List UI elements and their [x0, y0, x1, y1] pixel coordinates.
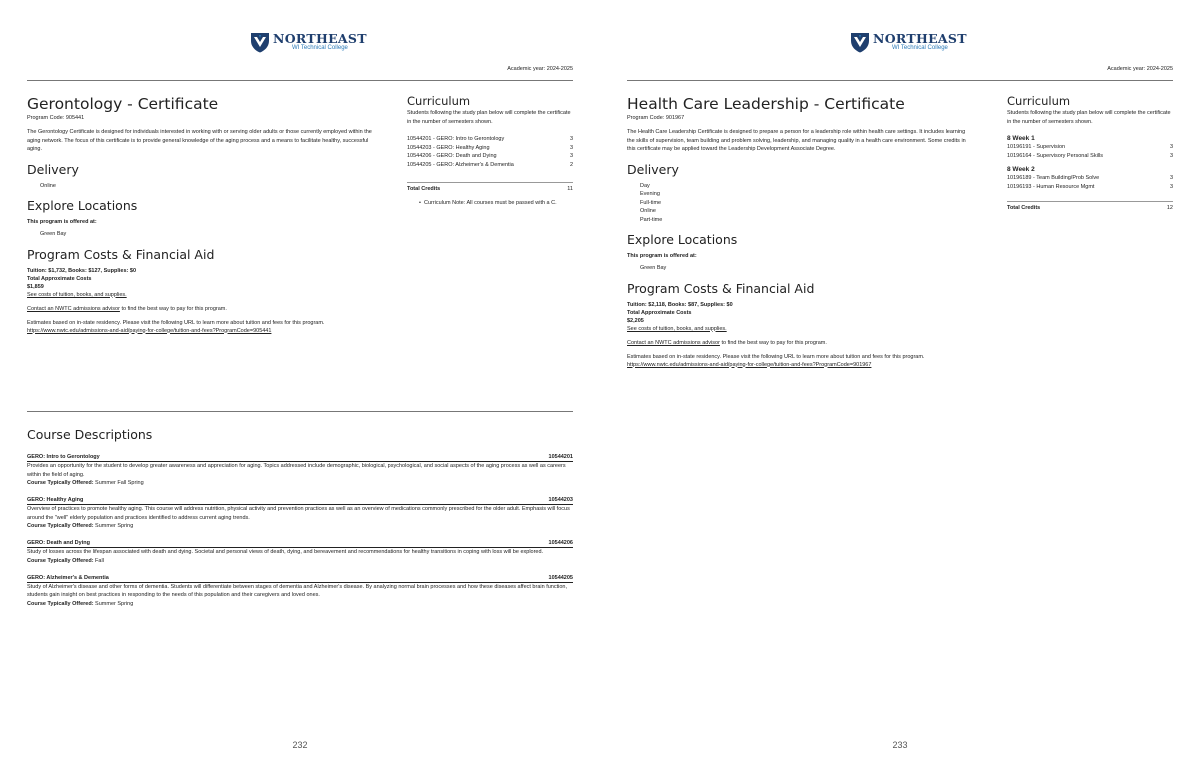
header-divider — [627, 80, 1173, 81]
curriculum-intro: Students following the study plan below will complete the certificate in the number of semesters shown. — [407, 110, 571, 125]
logo-subtitle: WI Technical College — [291, 44, 348, 51]
program-code: Program Code: 901967 — [627, 115, 685, 121]
curriculum-row — [407, 152, 573, 161]
total-credits-row — [1007, 201, 1173, 211]
delivery-item: Online — [640, 208, 656, 214]
program-description: The Gerontology Certificate is designed for individuals interested in working with or serving older adults or those currently employed within the aging network. The focus of this certificate is to provide general knowledge of the aging process and a means to facilitate healthy, successful aging. — [27, 129, 372, 152]
tuition-url-link[interactable]: https://www.nwtc.edu/admissions-and-aid/paying-for-college/tuition-and-fees?ProgramCode=901967 — [627, 361, 872, 368]
course-credits: 2 — [569, 161, 573, 168]
total-costs-value: $2,205 — [627, 317, 644, 324]
see-costs-link[interactable]: See costs of tuition, books, and supplies. — [27, 291, 127, 298]
course-descriptions-heading: Course Descriptions — [27, 427, 153, 442]
program-main — [627, 95, 972, 369]
delivery-heading: Delivery — [627, 161, 679, 177]
page-number: 233 — [892, 740, 908, 750]
course-item — [27, 497, 573, 530]
program-code: Program Code: 905441 — [27, 115, 85, 121]
course-offered — [27, 479, 573, 487]
curriculum-row — [1007, 183, 1173, 192]
course-description: Study of losses across the lifespan associated with death and dying. Societal and personal views of death, dying, and bereavement and recommendations for healthy transitions in coping with loss will be explored. — [27, 549, 544, 555]
shield-logo-icon — [250, 31, 270, 53]
program-main — [27, 95, 372, 335]
contact-advisor-link[interactable]: Contact an NWTC admissions advisor — [627, 339, 720, 346]
delivery-item: Part-time — [640, 216, 663, 223]
total-costs-label: Total Approximate Costs — [27, 275, 92, 282]
estimates-text: Estimates based on in-state residency. Please visit the following URL to learn more about tuition and fees for this program. — [627, 353, 925, 360]
academic-year: Academic year: 2024-2025 — [1107, 66, 1173, 72]
see-costs-link[interactable]: See costs of tuition, books, and supplies. — [627, 325, 727, 332]
course-title: GERO: Healthy Aging — [27, 497, 84, 503]
course-offered — [27, 600, 573, 608]
offered-terms: Summer Spring — [93, 600, 134, 607]
course-credits: 3 — [1169, 144, 1173, 150]
header-divider — [27, 80, 573, 81]
tuition-url-link[interactable]: https://www.nwtc.edu/admissions-and-aid/paying-for-college/tuition-and-fees?ProgramCode=905441 — [27, 327, 272, 334]
delivery-item: Full-time — [640, 199, 662, 206]
curriculum-panel — [407, 95, 573, 206]
course-name: 10544203 - GERO: Healthy Aging — [407, 144, 490, 151]
course-code: 10544206 — [548, 540, 573, 546]
curriculum-row — [407, 135, 573, 144]
offered-at-label: This program is offered at: — [627, 253, 697, 259]
program-title: Gerontology - Certificate — [27, 95, 219, 113]
tuition-line: Tuition: $2,118, Books: $87, Supplies: $0 — [627, 301, 733, 308]
course-offered — [27, 557, 573, 565]
curriculum-row — [1007, 152, 1173, 161]
shield-logo-icon — [850, 31, 870, 53]
offered-at-label: This program is offered at: — [27, 219, 97, 225]
course-name: 10544201 - GERO: Intro to Gerontology — [407, 136, 505, 142]
course-item — [27, 540, 573, 565]
curriculum-note-text: Curriculum Note: All courses must be passed with a C. — [423, 200, 557, 206]
program-description: The Health Care Leadership Certificate is designed to prepare a person for a leadership role within health care settings. It includes learning the skills of supervision, team building and problem solving, leadership, and managing quality in a health care environment. Some credits in this certificate may be applied toward the Leadership Development Associate Degree. — [627, 129, 966, 152]
delivery-item: Online — [40, 182, 56, 189]
total-costs-value: $1,859 — [27, 283, 44, 290]
curriculum-row — [407, 144, 573, 153]
course-title: GERO: Death and Dying — [27, 540, 90, 546]
estimates-text: Estimates based on in-state residency. Please visit the following URL to learn more about tuition and fees for this program. — [27, 319, 325, 326]
section-divider — [27, 411, 573, 412]
page-number: 232 — [292, 740, 308, 750]
costs-heading: Program Costs & Financial Aid — [627, 280, 815, 296]
logo-name: NORTHEAST — [273, 30, 367, 46]
course-item — [27, 454, 573, 487]
term-label: 8 Week 1 — [1007, 135, 1035, 142]
course-credits: 3 — [1169, 152, 1173, 159]
northeast-logo — [850, 31, 967, 53]
term-label: 8 Week 2 — [1007, 166, 1035, 173]
course-credits: 3 — [569, 136, 573, 142]
logo-subtitle: WI Technical College — [891, 44, 948, 51]
course-name: 10196191 - Supervision — [1007, 144, 1066, 150]
location-item: Green Bay — [640, 265, 667, 271]
total-costs-label: Total Approximate Costs — [627, 309, 692, 316]
course-credits: 3 — [569, 144, 573, 151]
total-credits-row — [407, 182, 573, 192]
course-description: Provides an opportunity for the student to develop greater awareness and appreciation for aging. Topics addressed include demographic, biological, psychological, and social aspects of the aging process as well as careers within the field of aging. — [27, 463, 566, 478]
course-title: GERO: Alzheimer's & Dementia — [27, 574, 109, 581]
contact-rest: to find the best way to pay for this program. — [719, 339, 827, 346]
total-credits-value: 11 — [567, 186, 573, 192]
course-description: Overview of practices to promote healthy aging. This course will address nutrition, physical activity and prevention practices as well as an overview of medications commonly prescribed for the older adult. Emphasis will focus around the "well" elderly population and practices identified to address current aging trends. — [27, 506, 570, 521]
page-right — [600, 0, 1200, 776]
curriculum-title: Curriculum — [407, 94, 471, 108]
course-offered — [27, 522, 573, 530]
course-name: 10196193 - Human Resource Mgmt — [1007, 183, 1095, 190]
delivery-heading: Delivery — [27, 161, 79, 177]
northeast-logo — [250, 31, 367, 53]
location-item: Green Bay — [40, 231, 67, 237]
offered-terms: Summer Spring — [93, 523, 134, 529]
course-title: GERO: Intro to Gerontology — [27, 454, 100, 460]
curriculum-row — [1007, 174, 1173, 183]
course-credits: 3 — [1169, 175, 1173, 181]
curriculum-title: Curriculum — [1007, 94, 1071, 108]
total-credits-label: Total Credits — [407, 186, 441, 192]
course-credits: 3 — [569, 153, 573, 159]
course-credits: 3 — [1169, 183, 1173, 190]
course-description: Study of Alzheimer's disease and other forms of dementia. Students will differentiate between stages of dementia and Alzheimer's disease. By analyzing normal brain processes and how these diseases affect brain function, students gain insight on best practices in responding to the needs of this population and their caregivers and loved ones. — [27, 583, 567, 598]
curriculum-note: • Curriculum Note: All courses must be passed with a C. — [419, 200, 557, 206]
contact-advisor-link[interactable]: Contact an NWTC admissions advisor — [27, 305, 120, 312]
offered-label: Course Typically Offered: — [27, 480, 94, 486]
course-code: 10544201 — [548, 454, 573, 460]
curriculum-row — [1007, 143, 1173, 152]
tuition-line: Tuition: $1,732, Books: $127, Supplies: $0 — [27, 267, 137, 274]
contact-rest: to find the best way to pay for this program. — [119, 305, 227, 312]
logo-name: NORTHEAST — [873, 30, 967, 46]
offered-label: Course Typically Offered: — [27, 600, 94, 607]
total-credits-value: 12 — [1166, 205, 1173, 211]
course-code: 10544205 — [548, 574, 573, 581]
course-name: 10544206 - GERO: Death and Dying — [407, 153, 497, 159]
offered-terms: Fall — [93, 557, 104, 564]
delivery-item: Evening — [640, 191, 660, 197]
curriculum-row — [407, 161, 573, 170]
offered-label: Course Typically Offered: — [27, 557, 94, 564]
course-name: 10196189 - Team Building/Prob Solve — [1007, 175, 1100, 181]
offered-label: Course Typically Offered: — [27, 523, 94, 529]
course-name: 10544205 - GERO: Alzheimer's & Dementia — [407, 161, 514, 168]
academic-year: Academic year: 2024-2025 — [507, 66, 573, 72]
program-title: Health Care Leadership - Certificate — [627, 95, 905, 113]
course-item — [27, 575, 573, 608]
total-credits-label: Total Credits — [1007, 205, 1041, 211]
curriculum-panel — [1007, 95, 1173, 211]
costs-heading: Program Costs & Financial Aid — [27, 246, 215, 262]
locations-heading: Explore Locations — [27, 198, 138, 213]
locations-heading: Explore Locations — [627, 232, 738, 247]
course-name: 10196164 - Supervisory Personal Skills — [1007, 152, 1103, 159]
offered-terms: Summer Fall Spring — [93, 480, 144, 486]
course-code: 10544203 — [548, 497, 573, 503]
delivery-item: Day — [640, 182, 650, 189]
course-descriptions — [27, 427, 573, 618]
curriculum-intro: Students following the study plan below will complete the certificate in the number of semesters shown. — [1007, 110, 1171, 125]
